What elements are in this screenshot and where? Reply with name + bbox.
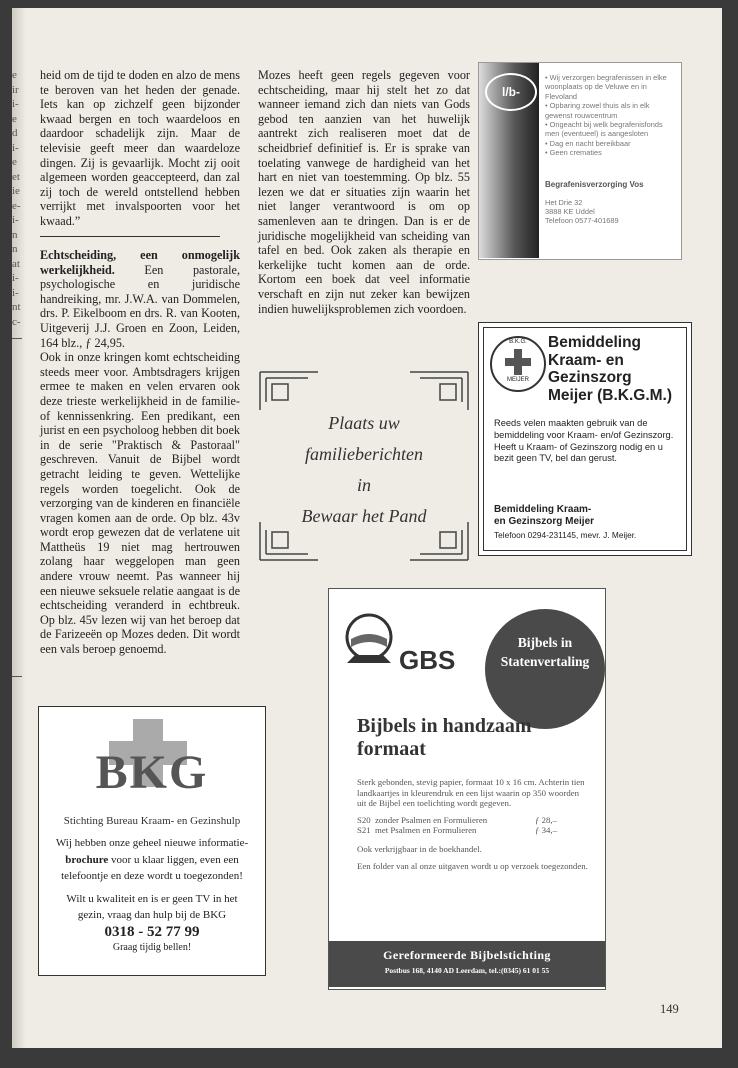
product-desc: zonder Psalmen en Formulieren (375, 814, 488, 825)
gbs-footer-org: Gereformeerde Bijbelstichting (383, 948, 551, 962)
title-line: Gezinszorg (548, 369, 632, 386)
badge-line: Bijbels in (517, 635, 573, 650)
review-citation: Een pastorale, psychologische en juridische handreiking, mr. J.W.A. van Dommelen, drs. P. Eikelboom en drs. R. van Kooten, Uitgeverij J.J. Groen en Zoon, Leiden, 164 blz., ƒ 24,95. (40, 262, 240, 350)
body-text: Heeft u Kraam- of Gezinszorg nodig en u bezit geen TV, bel dan gerust. (494, 441, 663, 464)
list-item: • Wij verzorgen begrafenissen in elke woonplaats op de Veluwe en in Flevoland (545, 73, 677, 101)
list-item: • Geen crematies (545, 148, 677, 157)
article-column-1-top (40, 68, 240, 229)
body-text-bold: brochure (65, 853, 109, 866)
cross-icon (505, 358, 531, 366)
frame-line: Bewaar het Pand (301, 506, 427, 526)
bkgm-title (548, 334, 688, 404)
list-item: • Ongeacht bij welk begrafenisfonds men (eventueel) is aangesloten (545, 120, 677, 139)
gbs-product-list (357, 815, 589, 836)
frame-line: Plaats uw (328, 413, 400, 433)
vos-feature-list (545, 73, 677, 158)
frame-line: in (356, 475, 371, 495)
bkg-ad (38, 706, 266, 976)
review-paragraph (40, 248, 240, 350)
logo-text: B.K.G. (509, 339, 527, 345)
magazine-page (12, 8, 722, 1048)
badge-line: Statenvertaling (500, 654, 590, 669)
review-heading: Echtscheiding, een onmogelijk werkelijkheid. (40, 248, 240, 277)
frame-text (258, 408, 470, 532)
edge-rule (12, 338, 22, 339)
list-item: • Dag en nacht bereikbaar (545, 139, 677, 148)
logo-text: MEIJER (506, 377, 529, 383)
edge-rule (12, 676, 22, 677)
org-line: Bemiddeling Kraam- (494, 504, 592, 515)
bkgm-body (494, 418, 684, 465)
article-paragraph: Mozes heeft geen regels gegeven voor echtscheiding, maar hij stelt het zo dat wanneer iemand zich dan niets van Gods gebod ten aanzien van het huwelijk aantrekt zich realiseren moet dat de scheidbrief definitief is. Er is sprake van toelating vanwege de hardigheid van het hart en niet van toestemming. Op blz. 55 lezen we dat er situaties zijn waarin het niet langer verantwoord is om op samenleven aan te dringen. Dan is er de juridische mogelijkheid van scheiding van tafel en bed. Ook zaken als therapie en kerkelijke tucht komen aan de orde. Kortom een boek dat veel informatie verschaft en zijn nut zeker kan bewijzen indien huwelijksproblemen zich voordoen. (258, 68, 470, 316)
gbs-title: Bijbels in handzaam formaat (357, 715, 532, 760)
body-text: Reeds velen maakten gebruik van de bemiddeling voor Kraam- en/of Gezinszorg. (494, 418, 674, 440)
frame-line: familieberichten (305, 444, 423, 464)
gbs-logo-text: GBS (399, 645, 456, 675)
family-notices-frame (258, 370, 470, 562)
vos-address (545, 198, 619, 225)
body-text: Wilt u kwaliteit en is er geen TV in het gezin, vraag dan hulp bij de BKG (66, 892, 238, 921)
vos-company-name: Begrafenisverzorging Vos (545, 180, 644, 189)
vos-funeral-ad (478, 62, 682, 260)
gbs-body (357, 777, 589, 877)
bkg-body (53, 835, 251, 957)
body-text-part: voor u klaar liggen, even een telefoontje en deze wordt u toegezonden! (61, 853, 243, 882)
bkg-org-name: Stichting Bureau Kraam- en Gezinshulp (63, 815, 241, 827)
section-divider (40, 236, 220, 237)
book-globe-icon (339, 611, 399, 669)
product-price: ƒ 34,– (535, 825, 557, 836)
address-line: 3888 KE Uddel (545, 207, 595, 216)
article-column-2 (258, 68, 470, 316)
page-number: 149 (660, 1002, 679, 1016)
bkgm-org-name (494, 504, 684, 527)
body-text: Sterk gebonden, stevig papier, formaat 10 x 16 cm. Achterin tien landkaartjes in kleurendruk en een lijst waarin op 350 woorden uit de Bijbel een toelichting wordt gegeven. (357, 777, 585, 809)
product-code: S21 (357, 825, 371, 836)
title-line: Kraam- en (548, 351, 624, 369)
product-desc: met Psalmen en Formulieren (375, 825, 477, 836)
bkgm-logo (490, 336, 546, 392)
review-body: Ook in onze kringen komt echtscheiding steeds meer voor. Ambtsdragers krijgen ermee te maken en velen ervaren ook deze trieste werkelijkheid in de familie- of kennissenkring. Een predikant, een jurist en een psycholoog hebben dit boek in de serie "Praktisch & Pastoraal" geschreven. Vanuit de Bijbel wordt getracht leiding te geven. Wettelijke regels worden toegelicht. Ook de verzorging van de kinderen en financiële vragen komen aan de orde. Op blz. 43v wordt erop gewezen dat de verlatene uit Mattheüs 19 niet mag hertrouwen zolang haar weggelopen man geen andere vrouw neemt. Pas wanneer hij een nieuwe seksuele relatie aangaat is de echtscheiding veranderd in echtbreuk. Op blz. 45v lezen wij van het beroep dat de Farizeeën op Mozes deden. Dit wordt een vals beroep genoemd. (40, 350, 240, 657)
product-row (357, 825, 589, 836)
title-line: Bemiddeling (548, 334, 642, 351)
ad-inner-border (483, 327, 687, 551)
bkg-phone: 0318 - 52 77 99 (104, 923, 200, 940)
body-text: Een folder van al onze uitgaven wordt u op verzoek toegezonden. (357, 860, 588, 871)
address-line: Het Drie 32 (545, 198, 583, 207)
gbs-footer (329, 941, 605, 987)
product-row (357, 815, 589, 826)
list-item: • Opbaring zowel thuis als in elk gewenst rouwcentrum (545, 101, 677, 120)
bkg-tagline: Graag tijdig bellen! (112, 942, 192, 953)
org-line: en Gezinszorg Meijer (494, 515, 595, 527)
body-text: Ook verkrijgbaar in de boekhandel. (357, 843, 482, 854)
title-line: Meijer (B.K.G.M.) (548, 386, 673, 404)
product-code: S20 (357, 814, 371, 825)
bkgm-ad (478, 322, 692, 556)
body-text (53, 835, 251, 885)
gbs-badge-text (485, 633, 605, 671)
gbs-ad (328, 588, 606, 990)
bkgm-phone: Telefoon 0294-231145, mevr. J. Meijer. (494, 530, 637, 540)
left-page-edge-text: e ir i- e d i- e et ie e- i- n n at i- i- nt c- (12, 69, 21, 328)
article-paragraph: heid om de tijd te doden en alzo de mens te beroven van het heden der genade. Iets kan op zichzelf geen bijzonder kwaad bergen en toch waardeloos en daardoor schadelijk zijn. Maar de televisie geeft meer dan waardeloze dingen. Zij is gevaarlijk. Mocht zij ooit algemeen worden geaccepteerd, dan zal zij toch de wereld ontstellend hebben verrijkt met invalspoorten voor het kwaad.” (40, 68, 240, 228)
body-text-part: Wij hebben onze geheel nieuwe informatie- (55, 837, 249, 849)
bkg-logo-letters: BKG (95, 746, 209, 799)
address-line: Telefoon 0577-401689 (545, 216, 619, 225)
product-price: ƒ 28,– (535, 814, 557, 825)
gbs-footer-address: Postbus 168, 4140 AD Leerdam, tel.:(0345) 61 01 55 (384, 966, 550, 975)
vos-logo: l/b- (485, 73, 537, 111)
review-column (40, 248, 240, 657)
